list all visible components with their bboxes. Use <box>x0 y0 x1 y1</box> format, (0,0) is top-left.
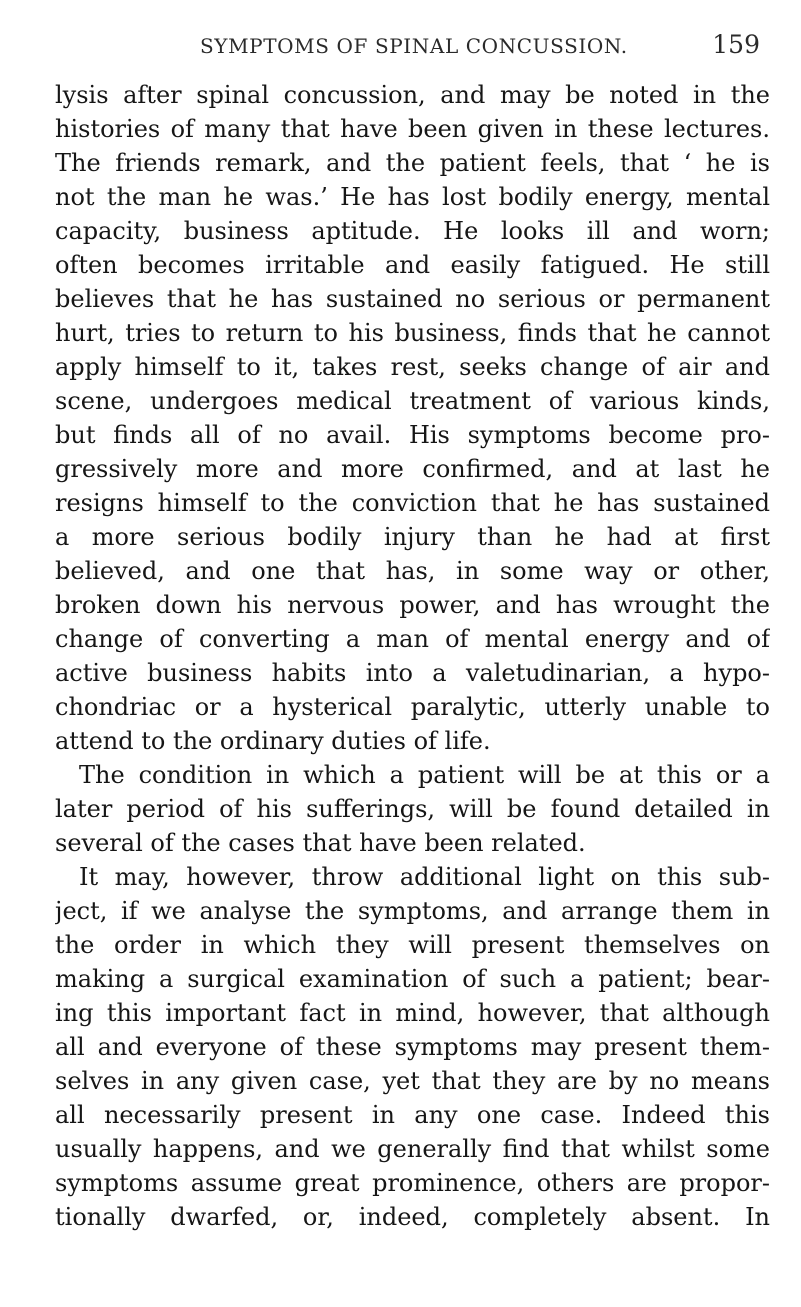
text-line: a more serious bodily injury than he had at first <box>55 523 770 551</box>
text-line: believed, and one that has, in some way or other, <box>55 557 770 585</box>
text-line: usually happens, and we generally find that whilst some <box>55 1135 770 1163</box>
text-line: hurt, tries to return to his business, finds that he cannot <box>55 319 770 347</box>
text-line: but finds all of no avail. His symptoms become pro- <box>55 421 770 449</box>
text-line: tionally dwarfed, or, indeed, completely absent. In <box>55 1203 770 1231</box>
text-line: chondriac or a hysterical paralytic, utterly unable to <box>55 693 770 721</box>
text-line: resigns himself to the conviction that he has sustained <box>55 489 770 517</box>
text-line: later period of his sufferings, will be found detailed in <box>55 795 770 823</box>
text-line: ing this important fact in mind, however, that although <box>55 999 770 1027</box>
text-line: ject, if we analyse the symptoms, and arrange them in <box>55 897 770 925</box>
text-line: active business habits into a valetudinarian, a hypo- <box>55 659 770 687</box>
text-line: all necessarily present in any one case. Indeed this <box>55 1101 770 1129</box>
text-line: symptoms assume great prominence, others are propor- <box>55 1169 770 1197</box>
paragraph-start-line: The condition in which a patient will be at this or a <box>79 761 770 789</box>
text-line: the order in which they will present themselves on <box>55 931 770 959</box>
paragraph-end-line: attend to the ordinary duties of life. <box>55 727 491 755</box>
text-line: scene, undergoes medical treatment of various kinds, <box>55 387 770 415</box>
text-line: lysis after spinal concussion, and may be noted in the <box>55 81 770 109</box>
body-text <box>55 78 770 1234</box>
paragraph-start-line: It may, however, throw additional light on this sub- <box>79 863 770 891</box>
text-line: believes that he has sustained no serious or permanent <box>55 285 770 313</box>
text-line: making a surgical examination of such a patient; bear- <box>55 965 770 993</box>
text-line: often becomes irritable and easily fatigued. He still <box>55 251 770 279</box>
text-line: gressively more and more confirmed, and at last he <box>55 455 770 483</box>
text-line: capacity, business aptitude. He looks ill and worn; <box>55 217 770 245</box>
text-line: change of converting a man of mental energy and of <box>55 625 770 653</box>
running-title: SYMPTOMS OF SPINAL CONCUSSION. <box>200 34 628 58</box>
text-line: all and everyone of these symptoms may present them- <box>55 1033 770 1061</box>
text-line: The friends remark, and the patient feels, that ‘ he is <box>55 149 770 177</box>
text-line: broken down his nervous power, and has wrought the <box>55 591 770 619</box>
text-line: not the man he was.’ He has lost bodily energy, mental <box>55 183 770 211</box>
page-number: 159 <box>712 30 760 59</box>
text-line: histories of many that have been given in these lectures. <box>55 115 770 143</box>
running-head <box>200 28 760 64</box>
text-line: apply himself to it, takes rest, seeks change of air and <box>55 353 770 381</box>
text-line: selves in any given case, yet that they are by no means <box>55 1067 770 1095</box>
paragraph-end-line: several of the cases that have been related. <box>55 829 586 857</box>
